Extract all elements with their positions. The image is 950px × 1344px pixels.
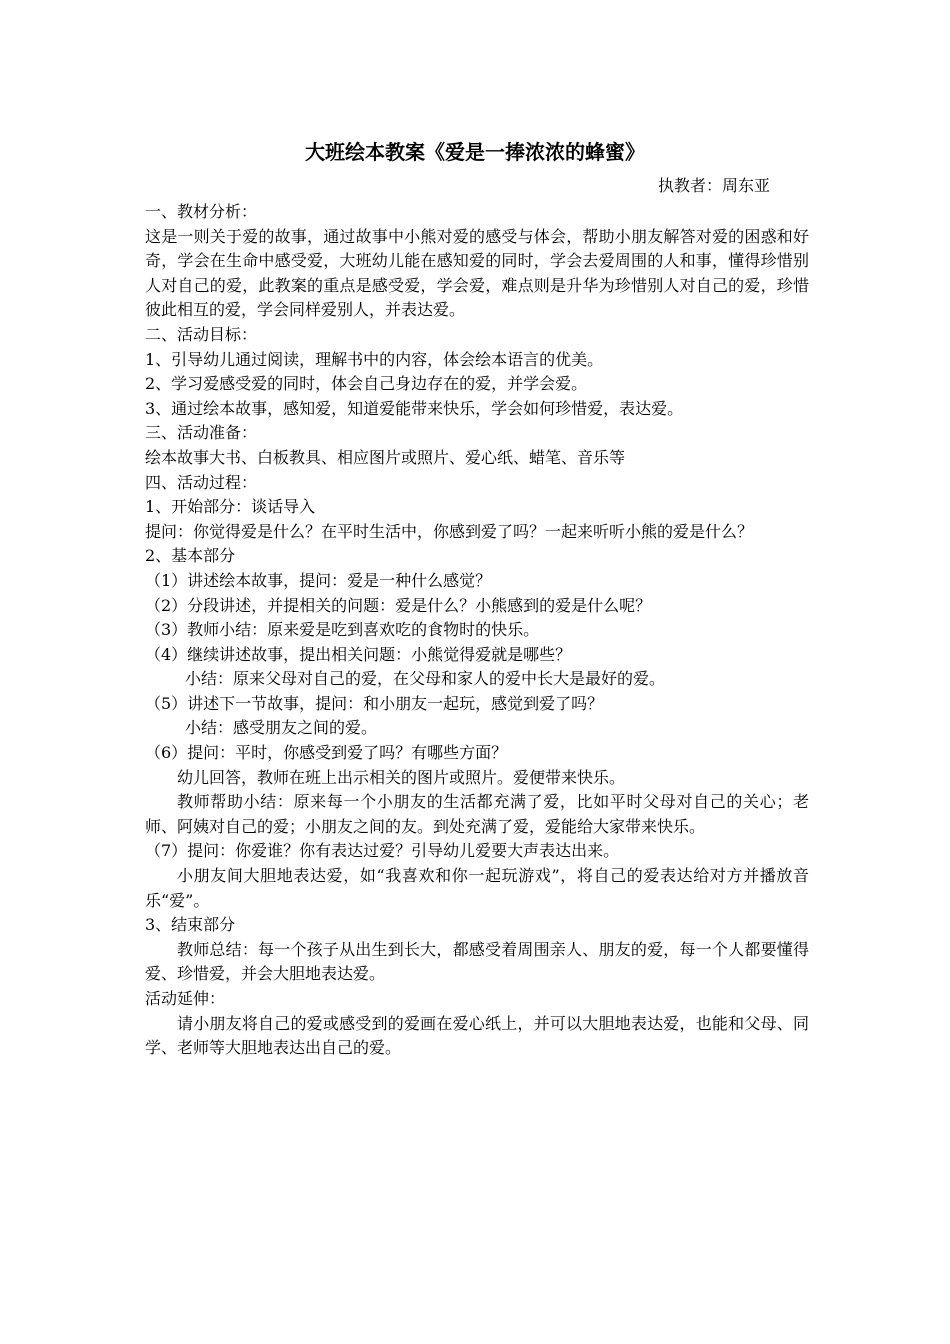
step-6-answer: 幼儿回答，教师在班上出示相关的图片或照片。爱便带来快乐。 [177,767,626,787]
step-2: （2）分段讲述，并提相关的问题：爱是什么？小熊感到的爱是什么呢？ [145,595,652,615]
extension-heading: 活动延伸： [145,989,226,1008]
section-heading-goals: 二、活动目标： [145,324,258,344]
goal-item-1: 1、引导幼儿通过阅读，理解书中的内容，体会绘本语言的优美。 [145,349,604,369]
author-line: 执教者：周东亚 [657,176,770,195]
step-7-activity: 小朋友间大胆地表达爱，如“我喜欢和你一起玩游戏”，将自己的爱表达给对方并播放音乐“爱”。 [145,866,809,910]
step-1: （1）讲述绘本故事，提问：爱是一种什么感觉？ [145,570,492,590]
step-3: （3）教师小结：原来爱是吃到喜欢吃的食物时的快乐。 [145,620,540,640]
preparation-list: 绘本故事大书、白板教具、相应图片或照片、爱心纸、蜡笔、音乐等 [145,447,626,467]
process-part-3-heading: 3、结束部分 [145,915,236,935]
process-part-2-heading: 2、基本部分 [145,546,236,566]
closing-summary: 教师总结：每一个孩子从出生到长大，都感受着周围亲人、朋友的爱，每一个人都要懂得爱、珍惜爱，并会大胆地表达爱。 [145,939,809,984]
step-6: （6）提问：平时，你感受到爱了吗？有哪些方面？ [145,743,508,763]
section-heading-preparation: 三、活动准备： [145,423,258,443]
section-heading-process: 四、活动过程： [145,472,258,492]
teacher-summary: 教师帮助小结：原来每一个小朋友的生活都充满了爱，比如平时父母对自己的关心；老师、阿姨对自己的爱；小朋友之间的友。到处充满了爱，爱能给大家带来快乐。 [145,792,809,836]
analysis-paragraph: 这是一则关于爱的故事，通过故事中小熊对爱的感受与体会，帮助小朋友解答对爱的困惑和好奇，学会在生命中感受爱，大班幼儿能在感知爱的同时，学会去爱周围的人和事，懂得珍惜别人对自己的爱，此教案的重点是感受爱，学会爱，难点则是升华为珍惜别人对自己的爱，珍惜彼此相互的爱，学会同样爱别人，并表达爱。 [145,226,809,320]
goal-item-2: 2、学习爱感受爱的同时，体会自己身边存在的爱，并学会爱。 [145,374,588,394]
step-7: （7）提问：你爱谁？你有表达过爱？引导幼儿爱要大声表达出来。 [145,841,620,861]
opening-question: 提问：你觉得爱是什么？在平时生活中，你感到爱了吗？一起来听听小熊的爱是什么？ [145,521,754,541]
step-4-summary: 小结：原来父母对自己的爱，在父母和家人的爱中长大是最好的爱。 [185,669,666,689]
process-part-1-heading: 1、开始部分：谈话导入 [145,497,316,517]
goal-item-3: 3、通过绘本故事，感知爱，知道爱能带来快乐，学会如何珍惜爱，表达爱。 [145,398,684,418]
section-heading-analysis: 一、教材分析： [145,202,258,221]
extension-paragraph: 请小朋友将自己的爱或感受到的爱画在爱心纸上，并可以大胆地表达爱，也能和父母、同学、老师等大胆地表达出自己的爱。 [145,1013,809,1058]
document-title: 大班绘本教案《爱是一捧浓浓的蜂蜜》 [305,140,645,164]
step-5: （5）讲述下一节故事，提问：和小朋友一起玩，感觉到爱了吗？ [145,693,604,713]
step-5-summary: 小结：感受朋友之间的爱。 [185,718,378,738]
document-body [145,200,809,1061]
step-4: （4）继续讲述故事，提出相关问题：小熊觉得爱就是哪些？ [145,644,572,664]
